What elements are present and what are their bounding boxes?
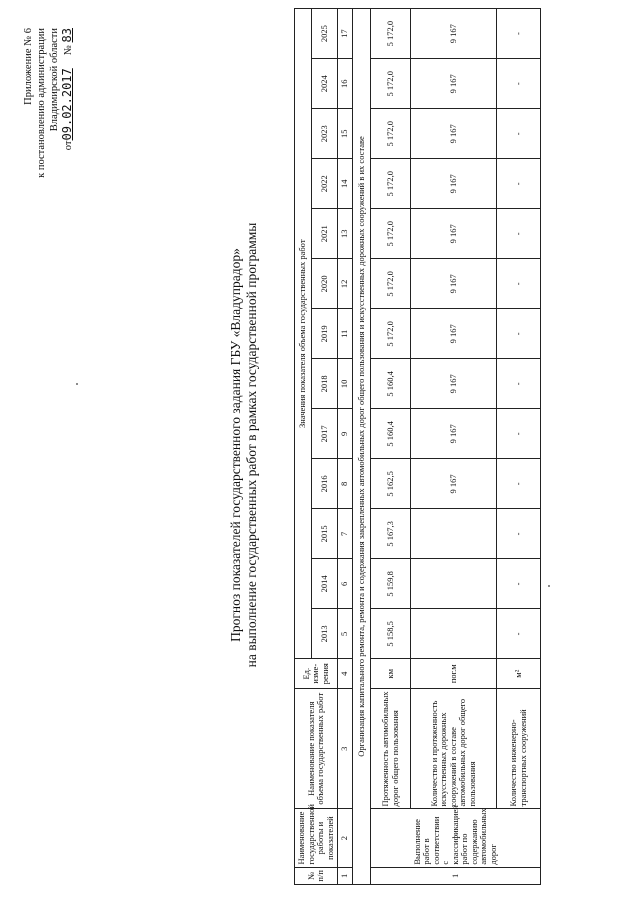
- work-name: Выполнение работ в соответствии с классификацией работ по содержанию автомобильных дорог: [371, 809, 541, 867]
- value-cell: 9 167: [411, 259, 497, 309]
- header-year: 2014: [312, 559, 338, 609]
- value-cell: 5 158,5: [371, 609, 411, 659]
- column-number: 5: [338, 609, 353, 659]
- column-number: 6: [338, 559, 353, 609]
- column-number: 9: [338, 409, 353, 459]
- header-year: 2018: [312, 359, 338, 409]
- column-number: 13: [338, 209, 353, 259]
- approval-appendix: Приложение № 6: [23, 28, 34, 105]
- value-cell: -: [497, 109, 541, 159]
- value-cell: 5 162,5: [371, 459, 411, 509]
- column-numbers-row: [338, 9, 353, 885]
- header-values-group: Значения показателя объема государственных работ: [295, 9, 312, 659]
- section-title: Организация капитального ремонта, ремонта и содержания закрепленных автомобильных дорог общего пользования и искусственных дорожных сооружений в их составе: [352, 9, 371, 885]
- column-number: 2: [338, 809, 353, 867]
- value-cell: 9 167: [411, 109, 497, 159]
- approval-region: Владимирской области: [49, 28, 60, 132]
- value-cell: -: [497, 9, 541, 59]
- approval-block: [22, 28, 75, 178]
- value-cell: [411, 509, 497, 559]
- scan-speck: [76, 383, 78, 385]
- value-cell: -: [497, 509, 541, 559]
- approval-resolution: к постановлению администрации: [36, 28, 47, 178]
- value-cell: 5 172,0: [371, 9, 411, 59]
- value-cell: 9 167: [411, 459, 497, 509]
- header-year: 2024: [312, 59, 338, 109]
- value-cell: 9 167: [411, 159, 497, 209]
- unit: пог.м: [411, 659, 497, 689]
- value-cell: -: [497, 159, 541, 209]
- header-num: № п/п: [295, 867, 338, 884]
- value-cell: 5 172,0: [371, 59, 411, 109]
- header-unit: Ед. изме-рения: [295, 659, 338, 689]
- column-number: 14: [338, 159, 353, 209]
- header-work-name: Наименование государственной работы и показателей: [295, 809, 338, 867]
- table-row: [371, 9, 411, 885]
- value-cell: [411, 559, 497, 609]
- value-cell: 5 172,0: [371, 209, 411, 259]
- column-number: 4: [338, 659, 353, 689]
- title-line-2: на выполнение государственных работ в рамках государственной программы: [244, 222, 259, 668]
- number-prefix: №: [63, 45, 74, 56]
- header-year: 2021: [312, 209, 338, 259]
- unit: м²: [497, 659, 541, 689]
- header-year: 2016: [312, 459, 338, 509]
- document-title: [228, 65, 260, 825]
- value-cell: 5 172,0: [371, 259, 411, 309]
- value-cell: 9 167: [411, 209, 497, 259]
- header-indicator-name: Наименование показателя объема государственных работ: [295, 689, 338, 809]
- header-year: 2015: [312, 509, 338, 559]
- value-cell: 5 160,4: [371, 409, 411, 459]
- value-cell: 9 167: [411, 409, 497, 459]
- value-cell: -: [497, 559, 541, 609]
- row-number: 1: [371, 867, 541, 884]
- column-number: 16: [338, 59, 353, 109]
- value-cell: -: [497, 409, 541, 459]
- column-number: 17: [338, 9, 353, 59]
- header-year: 2019: [312, 309, 338, 359]
- column-number: 1: [338, 867, 353, 884]
- value-cell: -: [497, 309, 541, 359]
- value-cell: 5 160,4: [371, 359, 411, 409]
- column-number: 15: [338, 109, 353, 159]
- table-row: [411, 9, 497, 885]
- column-number: 8: [338, 459, 353, 509]
- value-cell: -: [497, 59, 541, 109]
- value-cell: 5 172,0: [371, 309, 411, 359]
- column-number: 3: [338, 689, 353, 809]
- title-line-1: Прогноз показателей государственного задания ГБУ «Владупрадор»: [228, 248, 243, 642]
- value-cell: [411, 609, 497, 659]
- approval-date-line: [61, 28, 75, 178]
- approval-date: 09.02.2017: [60, 68, 74, 141]
- approval-number: 83: [60, 28, 74, 43]
- table-row: [497, 9, 541, 885]
- value-cell: 5 167,3: [371, 509, 411, 559]
- unit: км: [371, 659, 411, 689]
- value-cell: 9 167: [411, 59, 497, 109]
- value-cell: -: [497, 259, 541, 309]
- indicator-name: Количество инженерно-транспортных сооружений: [497, 689, 541, 809]
- value-cell: 9 167: [411, 9, 497, 59]
- value-cell: -: [497, 609, 541, 659]
- value-cell: 9 167: [411, 309, 497, 359]
- value-cell: 5 172,0: [371, 159, 411, 209]
- indicator-name: Протяженность автомобильных дорог общего пользования: [371, 689, 411, 809]
- header-year: 2022: [312, 159, 338, 209]
- column-number: 10: [338, 359, 353, 409]
- indicator-name: Количество и протяженность искусственных дорожных сооружений в составе автомобильных дорог общего пользования: [411, 689, 497, 809]
- header-year: 2020: [312, 259, 338, 309]
- column-number: 7: [338, 509, 353, 559]
- value-cell: 5 172,0: [371, 109, 411, 159]
- value-cell: 5 159,8: [371, 559, 411, 609]
- header-year: 2023: [312, 109, 338, 159]
- date-prefix: от: [63, 140, 74, 151]
- section-row: [352, 9, 371, 885]
- header-year: 2013: [312, 609, 338, 659]
- value-cell: 9 167: [411, 359, 497, 409]
- column-number: 11: [338, 309, 353, 359]
- value-cell: -: [497, 359, 541, 409]
- header-year: 2017: [312, 409, 338, 459]
- scan-speck: [548, 585, 550, 587]
- indicators-table: [294, 8, 541, 885]
- value-cell: -: [497, 459, 541, 509]
- column-number: 12: [338, 259, 353, 309]
- value-cell: -: [497, 209, 541, 259]
- header-year: 2025: [312, 9, 338, 59]
